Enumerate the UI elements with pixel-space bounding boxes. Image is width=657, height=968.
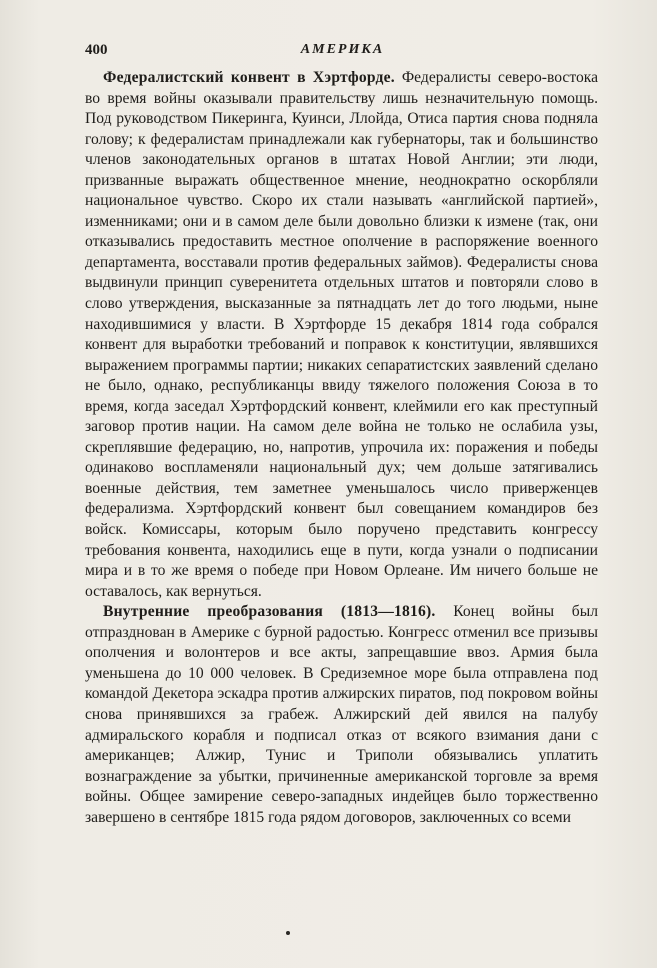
body-text [85, 68, 598, 828]
section-heading-reforms: Внутренние преобразования (1813—1816). [103, 603, 436, 621]
running-head: АМЕРИКА [300, 42, 385, 57]
page-header [85, 42, 600, 64]
paragraph-text-hartford: Федералисты северо-востока во время войны оказывали правительству лишь незначительную помощь. Под руководством Пикеринга, Куинси, Ллойда, Отиса партия снова подняла голову; к федералистам принадлежали как губернаторы, так и большинство членов законодательных органов в штатах Новой Англии; эти люди, призванные выражать общественное мнение, неоднократно оскорбляли национальное чувство. Скоро их стали называть «английской партией», изменниками; они и в самом деле были довольно близки к измене (так, они отказывались предоставить местное ополчение в распоряжение военного департамента, восставали против федеральных займов). Федералисты снова выдвинули принцип суверенитета отдельных штатов и повторяли слово в слово утверждения, высказанные за пятнадцать лет до того людьми, ныне находившимися у власти. В Хэртфорде 15 декабря 1814 года собрался конвент для выработки требований и поправок к конституции, являвшихся выражением программы партии; никаких сепаратистских заявлений сделано не было, однако, республиканцы ввиду тяжелого положения Союза в то время, когда заседал Хэртфордский конвент, клеймили его как преступный заговор против нации. На самом деле война не только не ослабила узы, скреплявшие федерацию, но, напротив, упрочила их: поражения и победы одинаково воспламеняли национальный дух; чем дольше затягивались военные действия, тем заметнее уменьшалось число приверженцев федерализма. Хэртфордский конвент был совещанием командиров без войск. Комиссары, которым было поручено представить конгрессу требования конвента, находились еще в пути, когда узнали о подписании мира и в то же время о победе при Новом Орлеане. Им ничего больше не оставалось, как вернуться. [85, 69, 599, 600]
section-heading-hartford: Федералистский конвент в Хэртфорде. [103, 69, 395, 86]
ink-speck [286, 931, 290, 935]
paragraph-hartford-convention [85, 68, 598, 602]
paragraph-text-reforms: Конец войны был отпразднован в Америке с бурной радостью. Конгресс отменил все призывы ополчения и волонтеров и все акты, запрещавшие ввоз. Армия была уменьшена до 10 000 человек. В Средиземное море была отправлена под командой Декетора эскадра против алжирских пиратов, под покровом войны снова принявшихся за грабеж. Алжирский дей явился на палубу адмиральского корабля и подписал отказ от всякого взимания дани с американцев; Алжир, Тунис и Триполи обязывались уплатить вознаграждение за убытки, причиненные американской торговле за время войны. Общее замирение северо-западных индейцев было торжественно завершено в сентябре 1815 года рядом договоров, заключенных со всеми [85, 603, 598, 826]
paragraph-internal-reforms [85, 602, 598, 828]
page-number: 400 [85, 42, 108, 58]
